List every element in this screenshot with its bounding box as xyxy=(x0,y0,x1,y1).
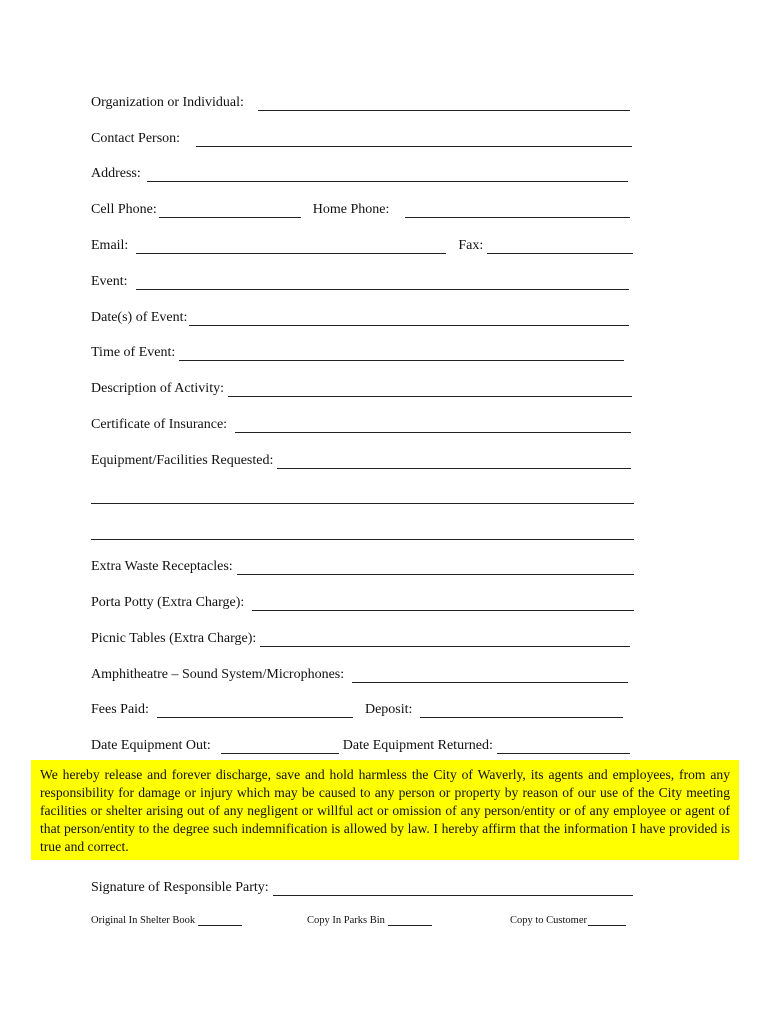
signature-field[interactable] xyxy=(273,883,633,896)
copy-to-customer-label: Copy to Customer xyxy=(510,915,588,926)
event-label: Event: xyxy=(91,274,128,289)
event-row xyxy=(91,274,629,290)
certificate-row xyxy=(91,417,631,433)
event-field[interactable] xyxy=(136,277,629,290)
equipment-extra-line-2[interactable] xyxy=(91,539,634,540)
amphitheatre-label: Amphitheatre – Sound System/Microphones: xyxy=(91,667,345,682)
cell-phone-field[interactable] xyxy=(159,205,301,218)
phone-row xyxy=(91,202,630,218)
equipment-out-field[interactable] xyxy=(221,741,339,754)
picnic-row xyxy=(91,631,630,647)
footer-copy-parks xyxy=(307,915,432,926)
copy-parks-bin-label: Copy In Parks Bin xyxy=(307,915,385,926)
fees-label: Fees Paid: xyxy=(91,702,149,717)
equipment-dates-row xyxy=(91,738,630,754)
equipment-row xyxy=(91,453,631,469)
signature-label: Signature of Responsible Party: xyxy=(91,880,269,895)
fax-field[interactable] xyxy=(487,241,633,254)
fax-label: Fax: xyxy=(458,238,484,253)
time-row xyxy=(91,345,624,361)
description-field[interactable] xyxy=(228,384,632,397)
organization-field[interactable] xyxy=(258,98,630,111)
equipment-extra-line-1[interactable] xyxy=(91,503,634,504)
signature-row xyxy=(91,880,633,896)
equipment-returned-field[interactable] xyxy=(497,741,630,754)
address-label: Address: xyxy=(91,166,141,181)
amphitheatre-field[interactable] xyxy=(352,670,628,683)
equipment-label: Equipment/Facilities Requested: xyxy=(91,453,274,468)
porta-field[interactable] xyxy=(252,598,634,611)
dates-row xyxy=(91,310,629,326)
fees-field[interactable] xyxy=(157,705,353,718)
certificate-label: Certificate of Insurance: xyxy=(91,417,228,432)
copy-to-customer-field[interactable] xyxy=(588,915,626,926)
waiver-box xyxy=(31,760,739,860)
deposit-field[interactable] xyxy=(420,705,623,718)
address-field[interactable] xyxy=(147,169,628,182)
dates-field[interactable] xyxy=(189,313,629,326)
waiver-text: We hereby release and forever discharge, save and hold harmless the City of Waverly, its agents and employees, from any responsibility for damage or injury which may be caused to any person or property by reason of our use of the City meeting facilities or shelter arising out of any negligent or willful act or omission of any person/entity or of any employee or agent of that person/entity to the degree such indemnification is allowed by law. I hereby affirm that the information I have provided is true and correct. xyxy=(40,767,730,854)
cell-phone-label: Cell Phone: xyxy=(91,202,157,217)
contact-field[interactable] xyxy=(196,134,632,147)
porta-label: Porta Potty (Extra Charge): xyxy=(91,595,245,610)
deposit-label: Deposit: xyxy=(364,702,413,717)
equipment-returned-label: Date Equipment Returned: xyxy=(342,738,493,753)
home-phone-label: Home Phone: xyxy=(312,202,390,217)
original-shelter-book-field[interactable] xyxy=(198,915,242,926)
porta-row xyxy=(91,595,634,611)
equipment-field[interactable] xyxy=(277,456,631,469)
footer-original xyxy=(91,915,242,926)
dates-label: Date(s) of Event: xyxy=(91,310,188,325)
copy-parks-bin-field[interactable] xyxy=(388,915,432,926)
address-row xyxy=(91,166,628,182)
waste-label: Extra Waste Receptacles: xyxy=(91,559,233,574)
home-phone-field[interactable] xyxy=(405,205,630,218)
equipment-out-label: Date Equipment Out: xyxy=(91,738,211,753)
contact-label: Contact Person: xyxy=(91,131,181,146)
email-field[interactable] xyxy=(136,241,446,254)
waste-field[interactable] xyxy=(237,562,634,575)
contact-row xyxy=(91,131,632,147)
picnic-label: Picnic Tables (Extra Charge): xyxy=(91,631,257,646)
email-row xyxy=(91,238,633,254)
amphitheatre-row xyxy=(91,667,628,683)
time-field[interactable] xyxy=(179,348,624,361)
description-row xyxy=(91,381,632,397)
waste-row xyxy=(91,559,634,575)
certificate-field[interactable] xyxy=(235,420,631,433)
organization-label: Organization or Individual: xyxy=(91,95,244,110)
footer-copy-customer xyxy=(510,915,626,926)
organization-row xyxy=(91,95,630,111)
time-label: Time of Event: xyxy=(91,345,176,360)
email-label: Email: xyxy=(91,238,129,253)
picnic-field[interactable] xyxy=(260,634,630,647)
description-label: Description of Activity: xyxy=(91,381,224,396)
original-shelter-book-label: Original In Shelter Book xyxy=(91,915,196,926)
fees-row xyxy=(91,702,623,718)
